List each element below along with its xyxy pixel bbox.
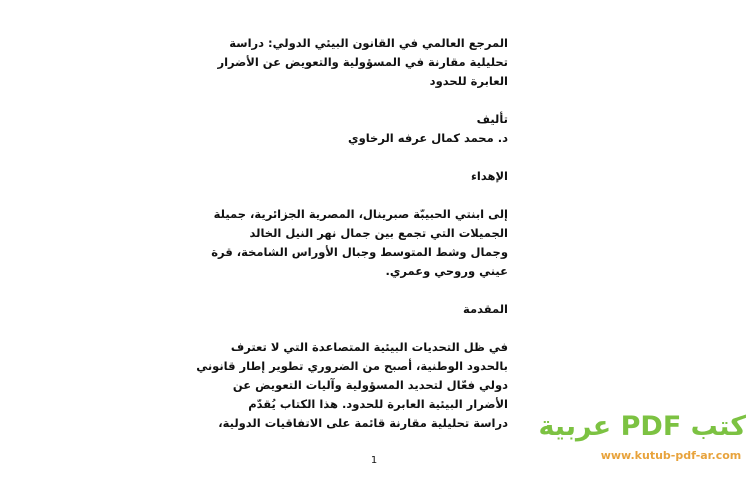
- author-name: د. محمد كمال عرفه الرخاوي: [348, 131, 508, 145]
- spacer: [252, 186, 508, 205]
- watermark-logo-text: كتب PDF عربية: [538, 411, 746, 442]
- intro-line-3: دولي فعّال لتحديد المسؤولية وآليات التعويض عن: [232, 378, 508, 392]
- page-number: 1: [370, 455, 378, 466]
- spacer: [252, 91, 508, 110]
- site-watermark: [538, 410, 746, 464]
- watermark-url: www.kutub-pdf-ar.com: [600, 449, 742, 462]
- dedication-line-1: إلى ابنتي الحبيبّة صبرينال، المصرية الجزائرية، جميلة: [213, 207, 508, 221]
- dedication-line-2: الجميلات التي تجمع بين جمال نهر النيل الخالد: [249, 226, 508, 240]
- author-heading: تأليف: [476, 112, 508, 126]
- spacer: [252, 319, 508, 338]
- dedication-heading: الإهداء: [471, 169, 508, 183]
- spacer: [252, 281, 508, 300]
- intro-line-5: دراسة تحليلية مقارنة قائمة على الاتفاقيات الدولية،: [218, 416, 508, 430]
- document-body: [196, 34, 508, 433]
- dedication-line-4: عيني وروحي وعمري.: [385, 264, 508, 278]
- book-title-line-3: العابرة للحدود: [429, 74, 508, 88]
- spacer: [252, 148, 508, 167]
- book-title-line-1: المرجع العالمي في القانون البيئي الدولي: دراسة: [229, 36, 508, 50]
- intro-line-1: في ظل التحديات البيئية المتصاعدة التي لا تعترف: [230, 340, 508, 354]
- intro-line-2: بالحدود الوطنية، أصبح من الضروري تطوير إطار قانوني: [196, 359, 508, 373]
- book-title-line-2: تحليلية مقارنة في المسؤولية والتعويض عن الأضرار: [217, 55, 508, 69]
- intro-heading: المقدمة: [463, 302, 508, 316]
- dedication-line-3: وجمال وشط المتوسط وجبال الأوراس الشامخة، قرة: [211, 245, 508, 259]
- intro-line-4: الأضرار البيئية العابرة للحدود. هذا الكتاب يُقدّم: [248, 397, 508, 411]
